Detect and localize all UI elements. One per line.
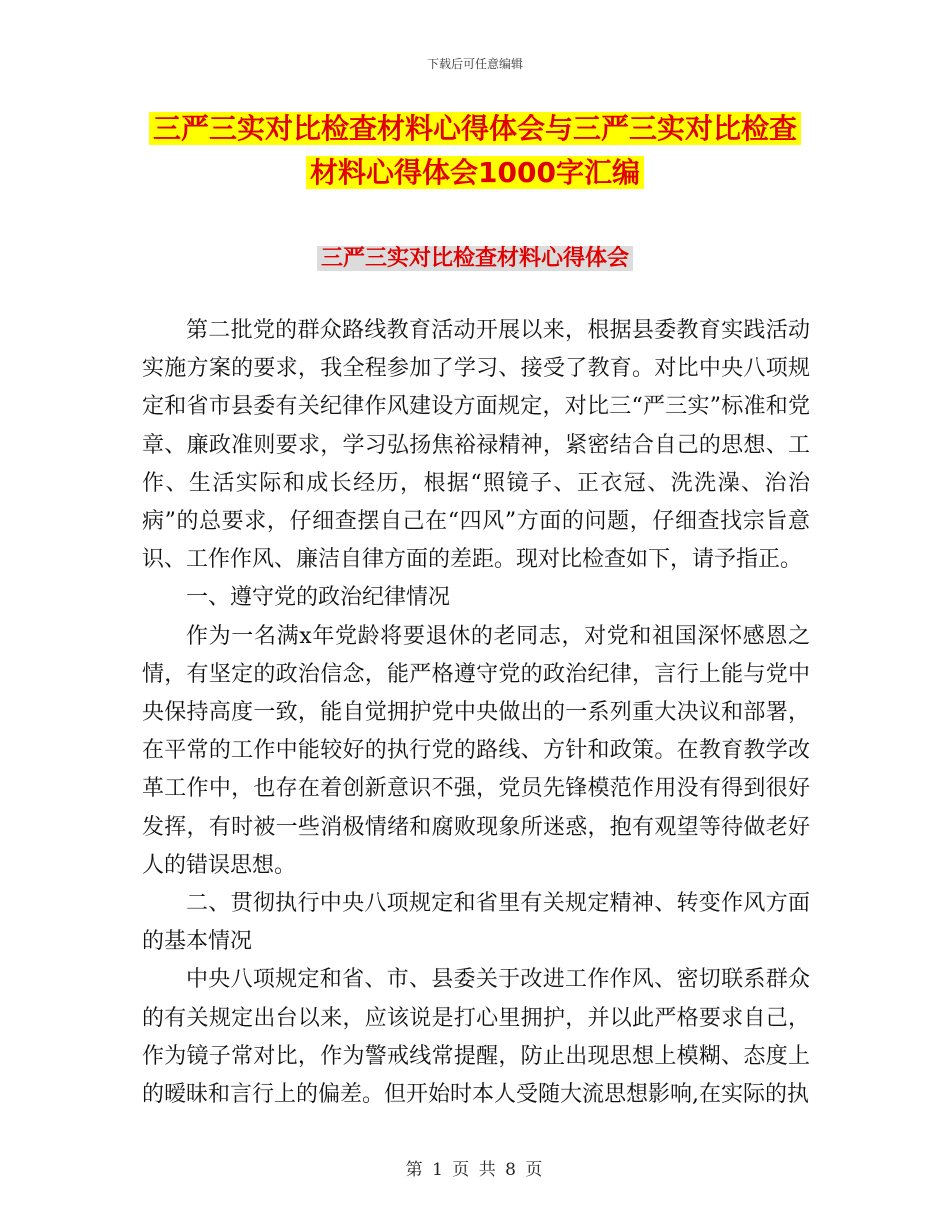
paragraph-section-1: 作为一名满x年党龄将要退休的老同志，对党和祖国深怀感恩之情，有坚定的政治信念，能严格遵守党的政治纪律，言行上能与党中央保持高度一致，能自觉拥护党中央做出的一系列重大决议和部署，在平常的工作中能较好的执行党的路线、方针和政策。在教育教学改革工作中，也存在着创新意识不强，党员先锋模范作用没有得到很好发挥，有时被一些消极情绪和腐败现象所迷惑，抱有观望等待做老好人的错误思想。	[142, 623, 810, 878]
page-header-note: 下载后可任意编辑	[426, 57, 523, 71]
document-title-text-2: 材料心得体会1000字汇编	[306, 156, 644, 189]
document-title-line-2	[0, 152, 950, 194]
heading-section-1: 一、遵守党的政治纪律情况	[186, 585, 451, 611]
section-subtitle	[0, 242, 950, 276]
paragraph-intro: 第二批党的群众路线教育活动开展以来，根据县委教育实践活动实施方案的要求，我全程参加了学习、接受了教育。对比中央八项规定和省市县委有关纪律作风建设方面规定，对比三“严三实”标准和党章、廉政准则要求，学习弘扬焦裕禄精神，紧密结合自己的思想、工作、生活实际和成长经历，根据“照镜子、正衣冠、洗洗澡、治治病”的总要求，仔细查摆自己在“四风”方面的问题，仔细查找宗旨意识、工作作风、廉洁自律方面的差距。现对比检查如下，请予指正。	[142, 318, 810, 573]
document-body	[142, 312, 810, 1114]
page-number-footer: 第 1 页 共 8 页	[405, 1160, 545, 1180]
document-title-line-1	[0, 108, 950, 150]
section-subtitle-text: 三严三实对比检查材料心得体会	[317, 246, 633, 271]
document-title-text-1: 三严三实对比检查材料心得体会与三严三实对比检查	[149, 112, 801, 145]
paragraph-section-2: 中央八项规定和省、市、县委关于改进工作作风、密切联系群众的有关规定出台以来，应该说是打心里拥护，并以此严格要求自己，作为镜子常对比，作为警戒线常提醒，防止出现思想上模糊、态度上的暧昧和言行上的偏差。但开始时本人受随大流思想影响,在实际的执	[142, 967, 810, 1108]
heading-section-2: 二、贯彻执行中央八项规定和省里有关规定精神、转变作风方面的基本情况	[142, 891, 810, 955]
